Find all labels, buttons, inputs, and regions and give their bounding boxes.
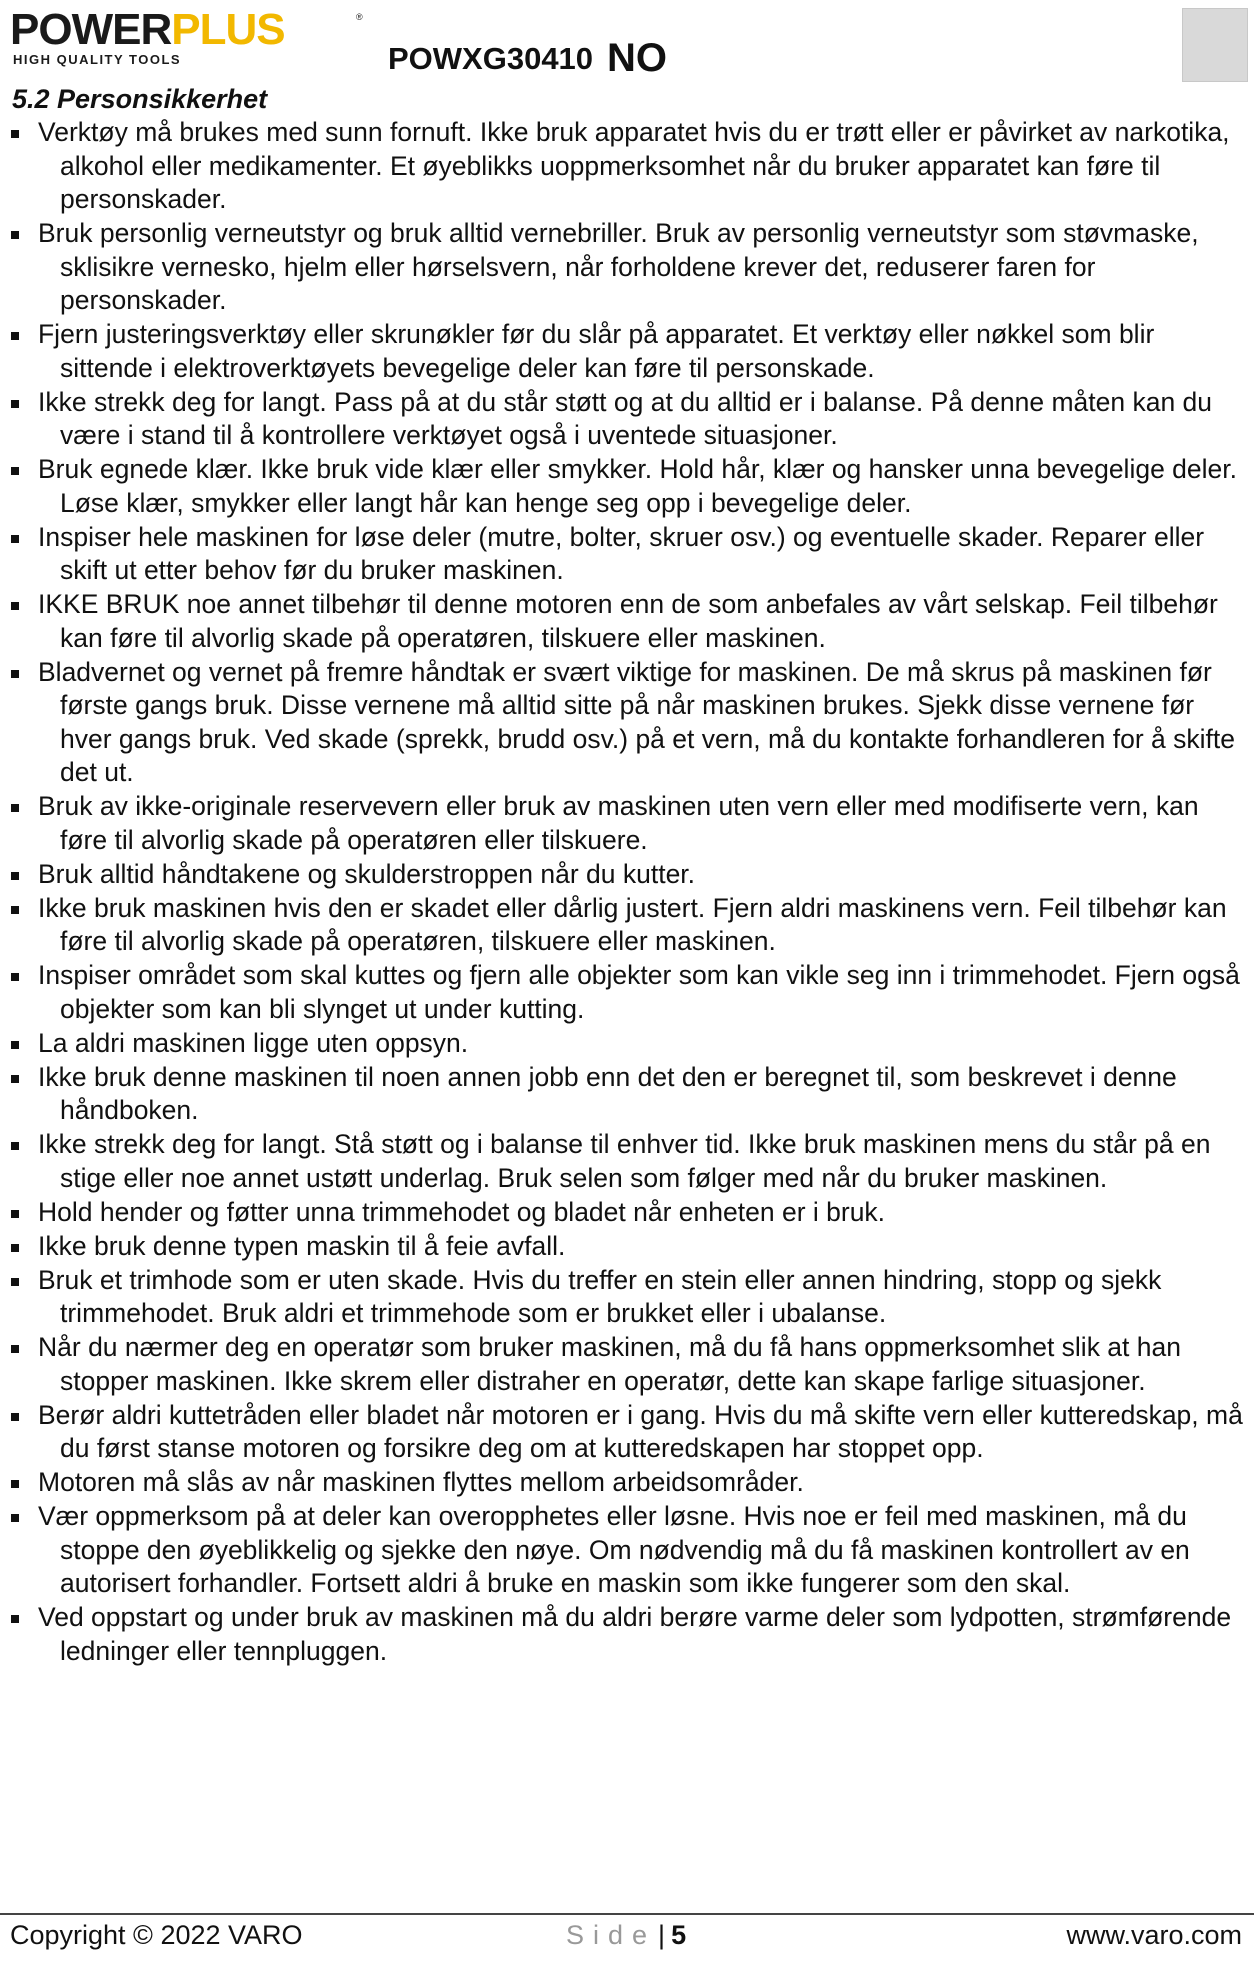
rule-text: Ved oppstart og under bruk av maskinen må du aldri berøre varme deler som lydpotten, strømførende ledninger eller tennpluggen. bbox=[38, 1602, 1232, 1666]
bullet-icon bbox=[11, 400, 19, 408]
brand-power: POWER bbox=[10, 5, 172, 54]
rule-text: Bruk egnede klær. Ikke bruk vide klær eller smykker. Hold hår, klær og hansker unna bevegelige deler. Løse klær, smykker eller langt hår kan henge seg opp i bevegelige deler. bbox=[38, 454, 1237, 518]
footer-divider bbox=[0, 1913, 1254, 1915]
bullet-icon bbox=[11, 602, 19, 610]
rule-text: Hold hender og føtter unna trimmehodet og bladet når enheten er i bruk. bbox=[38, 1196, 886, 1227]
rule-item bbox=[0, 386, 1254, 453]
bullet-icon bbox=[11, 1041, 19, 1049]
language-code: NO bbox=[607, 36, 668, 80]
rule-text: Verktøy må brukes med sunn fornuft. Ikke bruk apparatet hvis du er trøtt eller er påvirket av narkotika, alkohol eller medikamenter. Et øyeblikks uoppmerksomhet når du bruker apparatet kan føre til personskader. bbox=[38, 117, 1230, 214]
model-header bbox=[388, 34, 667, 79]
bullet-icon bbox=[11, 467, 19, 475]
page-tab-marker bbox=[1182, 8, 1248, 82]
bullet-icon bbox=[11, 872, 19, 880]
rule-item bbox=[0, 318, 1254, 385]
rule-item bbox=[0, 1466, 1254, 1500]
rule-item bbox=[0, 588, 1254, 655]
rule-text: Ikke strekk deg for langt. Stå støtt og i balanse til enhver tid. Ikke bruk maskinen mens du står på en stige eller noe annet ustøtt underlag. Bruk selen som følger med når du bruker maskinen. bbox=[38, 1129, 1211, 1193]
rule-item bbox=[0, 1128, 1254, 1195]
bullet-icon bbox=[11, 535, 19, 543]
rule-item bbox=[0, 1027, 1254, 1061]
rule-text: Bladvernet og vernet på fremre håndtak er svært viktige for maskinen. De må skrus på maskinen før første gangs bruk. Disse vernene må alltid sitte på når maskinen brukes. Sjekk disse vernene før hver gangs bruk. Ved skade (sprekk, brudd osv.) på et vern, må du kontakte forhandleren for å skifte det ut. bbox=[38, 656, 1235, 787]
page-separator: | bbox=[658, 1920, 666, 1950]
rule-text: Fjern justeringsverktøy eller skrunøkler før du slår på apparatet. Et verktøy eller nøkkel som blir sittende i elektroverktøyets bevegelige deler kan føre til personskade. bbox=[38, 319, 1155, 383]
rule-item bbox=[0, 1500, 1254, 1601]
rule-item bbox=[0, 1331, 1254, 1398]
rule-text: Inspiser hele maskinen for løse deler (mutre, bolter, skruer osv.) og eventuelle skader. Reparer eller skift ut etter behov før du bruker maskinen. bbox=[38, 521, 1205, 585]
bullet-icon bbox=[11, 1075, 19, 1083]
rule-text: Motoren må slås av når maskinen flyttes mellom arbeidsområder. bbox=[38, 1467, 804, 1497]
rule-text: La aldri maskinen ligge uten oppsyn. bbox=[38, 1027, 469, 1058]
rule-text: Vær oppmerksom på at deler kan overopphetes eller løsne. Hvis noe er feil med maskinen, må du stoppe den øyeblikkelig og sjekke den nøye. Om nødvendig må du få maskinen kontrollert av en autorisert forhandler. Fortsett aldri å bruke en maskin som ikke fungerer som den skal. bbox=[38, 1501, 1190, 1598]
rule-item bbox=[0, 1230, 1254, 1264]
rule-item bbox=[0, 1196, 1254, 1230]
bullet-icon bbox=[11, 1514, 19, 1522]
rule-text: Ikke bruk denne maskinen til noen annen jobb enn det den er beregnet til, som beskrevet i denne håndboken. bbox=[38, 1061, 1177, 1125]
rule-text: Bruk personlig verneutstyr og bruk alltid vernebriller. Bruk av personlig verneutstyr som støvmaske, sklisikre vernesko, hjelm eller hørselsvern, når forholdene krever det, reduserer faren for personskader. bbox=[38, 218, 1199, 315]
bullet-icon bbox=[11, 1615, 19, 1623]
model-number: POWXG30410 bbox=[388, 41, 594, 76]
rule-text: Når du nærmer deg en operatør som bruker maskinen, må du få hans oppmerksomhet slik at han stopper maskinen. Ikke skrem eller distraher en operatør, dette kan skape farlige situasjoner. bbox=[38, 1332, 1181, 1396]
bullet-icon bbox=[11, 670, 19, 678]
rule-item bbox=[0, 453, 1254, 520]
section-title: 5.2 Personsikkerhet bbox=[12, 84, 268, 114]
brand-tagline: HIGH QUALITY TOOLS bbox=[13, 52, 182, 67]
bullet-icon bbox=[11, 1210, 19, 1218]
bullet-icon bbox=[11, 1244, 19, 1252]
brand-plus: PLUS bbox=[171, 5, 285, 54]
bullet-icon bbox=[11, 973, 19, 981]
rule-item bbox=[0, 116, 1254, 217]
footer-copyright: Copyright © 2022 VARO bbox=[10, 1920, 303, 1950]
safety-rules-list bbox=[0, 116, 1254, 1668]
bullet-icon bbox=[11, 130, 19, 138]
rule-item bbox=[0, 790, 1254, 857]
rule-text: Ikke bruk denne typen maskin til å feie avfall. bbox=[38, 1230, 566, 1261]
page-label: Side bbox=[566, 1920, 657, 1950]
bullet-icon bbox=[11, 1480, 19, 1488]
bullet-icon bbox=[11, 1345, 19, 1353]
rule-text: Bruk alltid håndtakene og skulderstroppen når du kutter. bbox=[38, 858, 696, 889]
rule-item bbox=[0, 521, 1254, 588]
rule-item bbox=[0, 656, 1254, 790]
footer-website: www.varo.com bbox=[1066, 1920, 1242, 1950]
rule-text: Berør aldri kuttetråden eller bladet når motoren er i gang. Hvis du må skifte vern eller kutteredskap, må du først stanse motoren og forsikre deg om at kutteredskapen har stoppet opp. bbox=[38, 1399, 1243, 1463]
safety-rules-content bbox=[0, 116, 1254, 1669]
rule-item bbox=[0, 1264, 1254, 1331]
registered-mark: ® bbox=[356, 12, 363, 22]
page-number: 5 bbox=[671, 1920, 687, 1950]
rule-item bbox=[0, 858, 1254, 892]
bullet-icon bbox=[11, 332, 19, 340]
rule-text: Ikke strekk deg for langt. Pass på at du står støtt og at du alltid er i balanse. På denne måten kan du være i stand til å kontrollere verktøyet også i uventede situasjoner. bbox=[38, 386, 1213, 450]
rule-item bbox=[0, 1399, 1254, 1466]
rule-text: Bruk av ikke-originale reservevern eller bruk av maskinen uten vern eller med modifiserte vern, kan føre til alvorlig skade på operatøren eller tilskuere. bbox=[38, 791, 1199, 855]
rule-text: Bruk et trimhode som er uten skade. Hvis du treffer en stein eller annen hindring, stopp og sjekk trimmehodet. Bruk aldri et trimmehode som er brukket eller i ubalanse. bbox=[38, 1264, 1162, 1328]
brand-wordmark bbox=[10, 6, 285, 54]
rule-text: Inspiser området som skal kuttes og fjern alle objekter som kan vikle seg inn i trimmehodet. Fjern også objekter som kan bli slynget ut under kutting. bbox=[38, 960, 1240, 1024]
rule-item bbox=[0, 1601, 1254, 1668]
brand-logo bbox=[10, 5, 363, 70]
rule-item bbox=[0, 959, 1254, 1026]
rule-text: IKKE BRUK noe annet tilbehør til denne motoren enn de som anbefales av vårt selskap. Feil tilbehør kan føre til alvorlig skade på operatøren, tilskuere eller maskinen. bbox=[38, 589, 1218, 653]
rule-text: Ikke bruk maskinen hvis den er skadet eller dårlig justert. Fjern aldri maskinens vern. Feil tilbehør kan føre til alvorlig skade på operatøren, tilskuere eller maskinen. bbox=[38, 892, 1227, 956]
rule-item bbox=[0, 892, 1254, 959]
bullet-icon bbox=[11, 1142, 19, 1150]
rule-item bbox=[0, 1061, 1254, 1128]
bullet-icon bbox=[11, 1413, 19, 1421]
bullet-icon bbox=[11, 231, 19, 239]
bullet-icon bbox=[11, 1278, 19, 1286]
footer-page-indicator bbox=[566, 1920, 686, 1951]
bullet-icon bbox=[11, 804, 19, 812]
bullet-icon bbox=[11, 906, 19, 914]
rule-item bbox=[0, 217, 1254, 318]
